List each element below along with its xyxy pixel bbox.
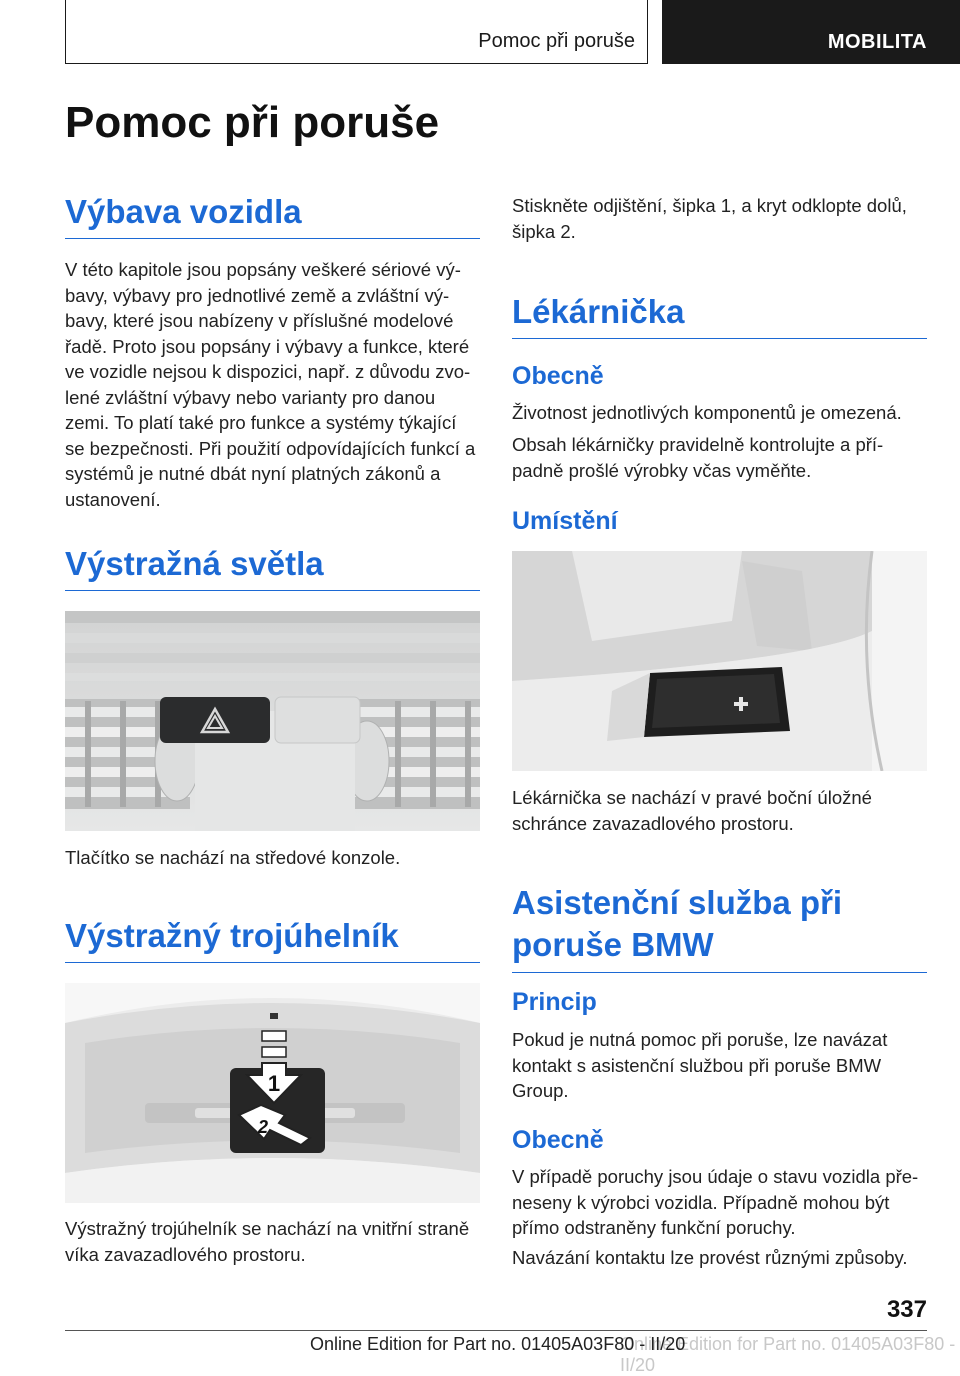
text-line: V případě poruchy jsou údaje o stavu vozidla pře‐: [512, 1166, 919, 1187]
caption-first-aid-kit: [512, 785, 927, 836]
text-line: schránce zavazadlového prostoru.: [512, 812, 794, 834]
paragraph-unlock-instruction: [512, 193, 927, 244]
storage-compartment-illustration: [512, 551, 927, 771]
text-line: ustanovení.: [65, 488, 161, 510]
text-line: Lékárnička se nachází v pravé boční úložné: [512, 787, 872, 808]
text-line: se bezpečnosti. Při použití odpovídajících funkcí a: [65, 437, 476, 459]
running-header-section: [65, 0, 648, 64]
paragraph-check-contents: [512, 432, 927, 483]
text-line: Obsah lékárničky pravidelně kontrolujte a pří‐: [512, 434, 884, 455]
figure-warning-triangle: [65, 983, 480, 1203]
text-line: zemi. To platí také pro funkce a systémy týkající: [65, 412, 457, 433]
right-air-vent: [345, 699, 480, 809]
caption-warning-triangle: [65, 1216, 480, 1267]
paragraph-lifetime: Životnost jednotlivých komponentů je omezená.: [512, 402, 902, 423]
text-line: Stiskněte odjištění, šipka 1, a kryt odklopte dolů,: [512, 195, 907, 216]
footer-watermark: Online Edition for Part no. 01405A03F80 - II/20: [620, 1334, 956, 1375]
figure-first-aid-kit: [512, 551, 927, 771]
heading-breakdown-assistance: [512, 882, 927, 973]
text-line: šipka 2.: [512, 220, 576, 242]
heading-hazard-lights: Výstražná světla: [65, 544, 480, 591]
heading-line: poruše BMW: [512, 926, 714, 963]
figure-hazard-button: [65, 611, 480, 831]
text-line: Pokud je nutná pomoc při poruše, lze navázat: [512, 1029, 888, 1050]
paragraph-vehicle-equipment: [65, 257, 480, 512]
running-header-chapter-text: MOBILITA: [827, 31, 927, 53]
arrow-label-1: 1: [267, 1071, 281, 1096]
text-line: přímo odstraněny funkční poruchy.: [512, 1217, 796, 1238]
paragraph-contact-methods: Navázání kontaktu lze provést různými způsoby.: [512, 1247, 908, 1268]
footer-divider: [65, 1330, 927, 1331]
page-number: 337: [886, 1296, 927, 1323]
text-line: víka zavazadlového prostoru.: [65, 1243, 306, 1265]
text-line: bavy, výbavy pro jednotlivé země a zvláštní vý‐: [65, 284, 450, 306]
text-line: V této kapitole jsou popsány veškeré sériové vý‐: [65, 259, 461, 280]
subheading-general-2: Obecně: [512, 1126, 604, 1154]
subheading-general-1: Obecně: [512, 362, 604, 390]
heading-warning-triangle: Výstražný trojúhelník: [65, 916, 480, 963]
caption-hazard-button: Tlačítko se nachází na středové konzole.: [65, 847, 401, 868]
footer-edition: Online Edition for Part no. 01405A03F80 - II/20: [310, 1334, 686, 1354]
running-header-section-text: Pomoc při poruše: [478, 30, 635, 52]
text-line: ve vozidle nejsou k dispozici, např. z důvodu zvo‐: [65, 361, 471, 382]
hazard-button-illustration: [65, 611, 480, 831]
arrow-label-2: 2: [257, 1117, 269, 1137]
text-line: Výstražný trojúhelník se nachází na vnitřní straně: [65, 1218, 470, 1239]
text-line: padně prošlé výrobky včas vyměňte.: [512, 459, 812, 481]
heading-vehicle-equipment: Výbava vozidla: [65, 192, 480, 239]
page-title: Pomoc při poruše: [65, 98, 440, 147]
text-line: Group.: [512, 1080, 569, 1101]
text-line: řadě. Proto jsou popsány i výbavy a funkce, které: [65, 335, 470, 357]
text-line: bavy, které jsou nabízeny v příslušné modelové: [65, 310, 454, 331]
subheading-principle: Princip: [512, 988, 597, 1016]
text-line: neseny k výrobci vozidla. Případně mohou být: [512, 1191, 890, 1213]
text-line: systémů je nutné dbát nyní platných zákonů a: [65, 463, 441, 484]
hazard-warning-button: [160, 697, 270, 743]
heading-first-aid-kit: Lékárnička: [512, 292, 927, 339]
paragraph-principle: [512, 1027, 927, 1104]
text-line: lené zvláštní výbavy nebo varianty pro danou: [65, 386, 436, 408]
subheading-location: Umístění: [512, 507, 618, 535]
heading-line: Asistenční služba při: [512, 884, 843, 921]
trunk-lid-illustration: [65, 983, 480, 1203]
text-line: kontakt s asistenční službou při poruše BMW: [512, 1054, 882, 1076]
running-header-chapter: [662, 0, 960, 64]
paragraph-data-transfer: [512, 1164, 927, 1241]
